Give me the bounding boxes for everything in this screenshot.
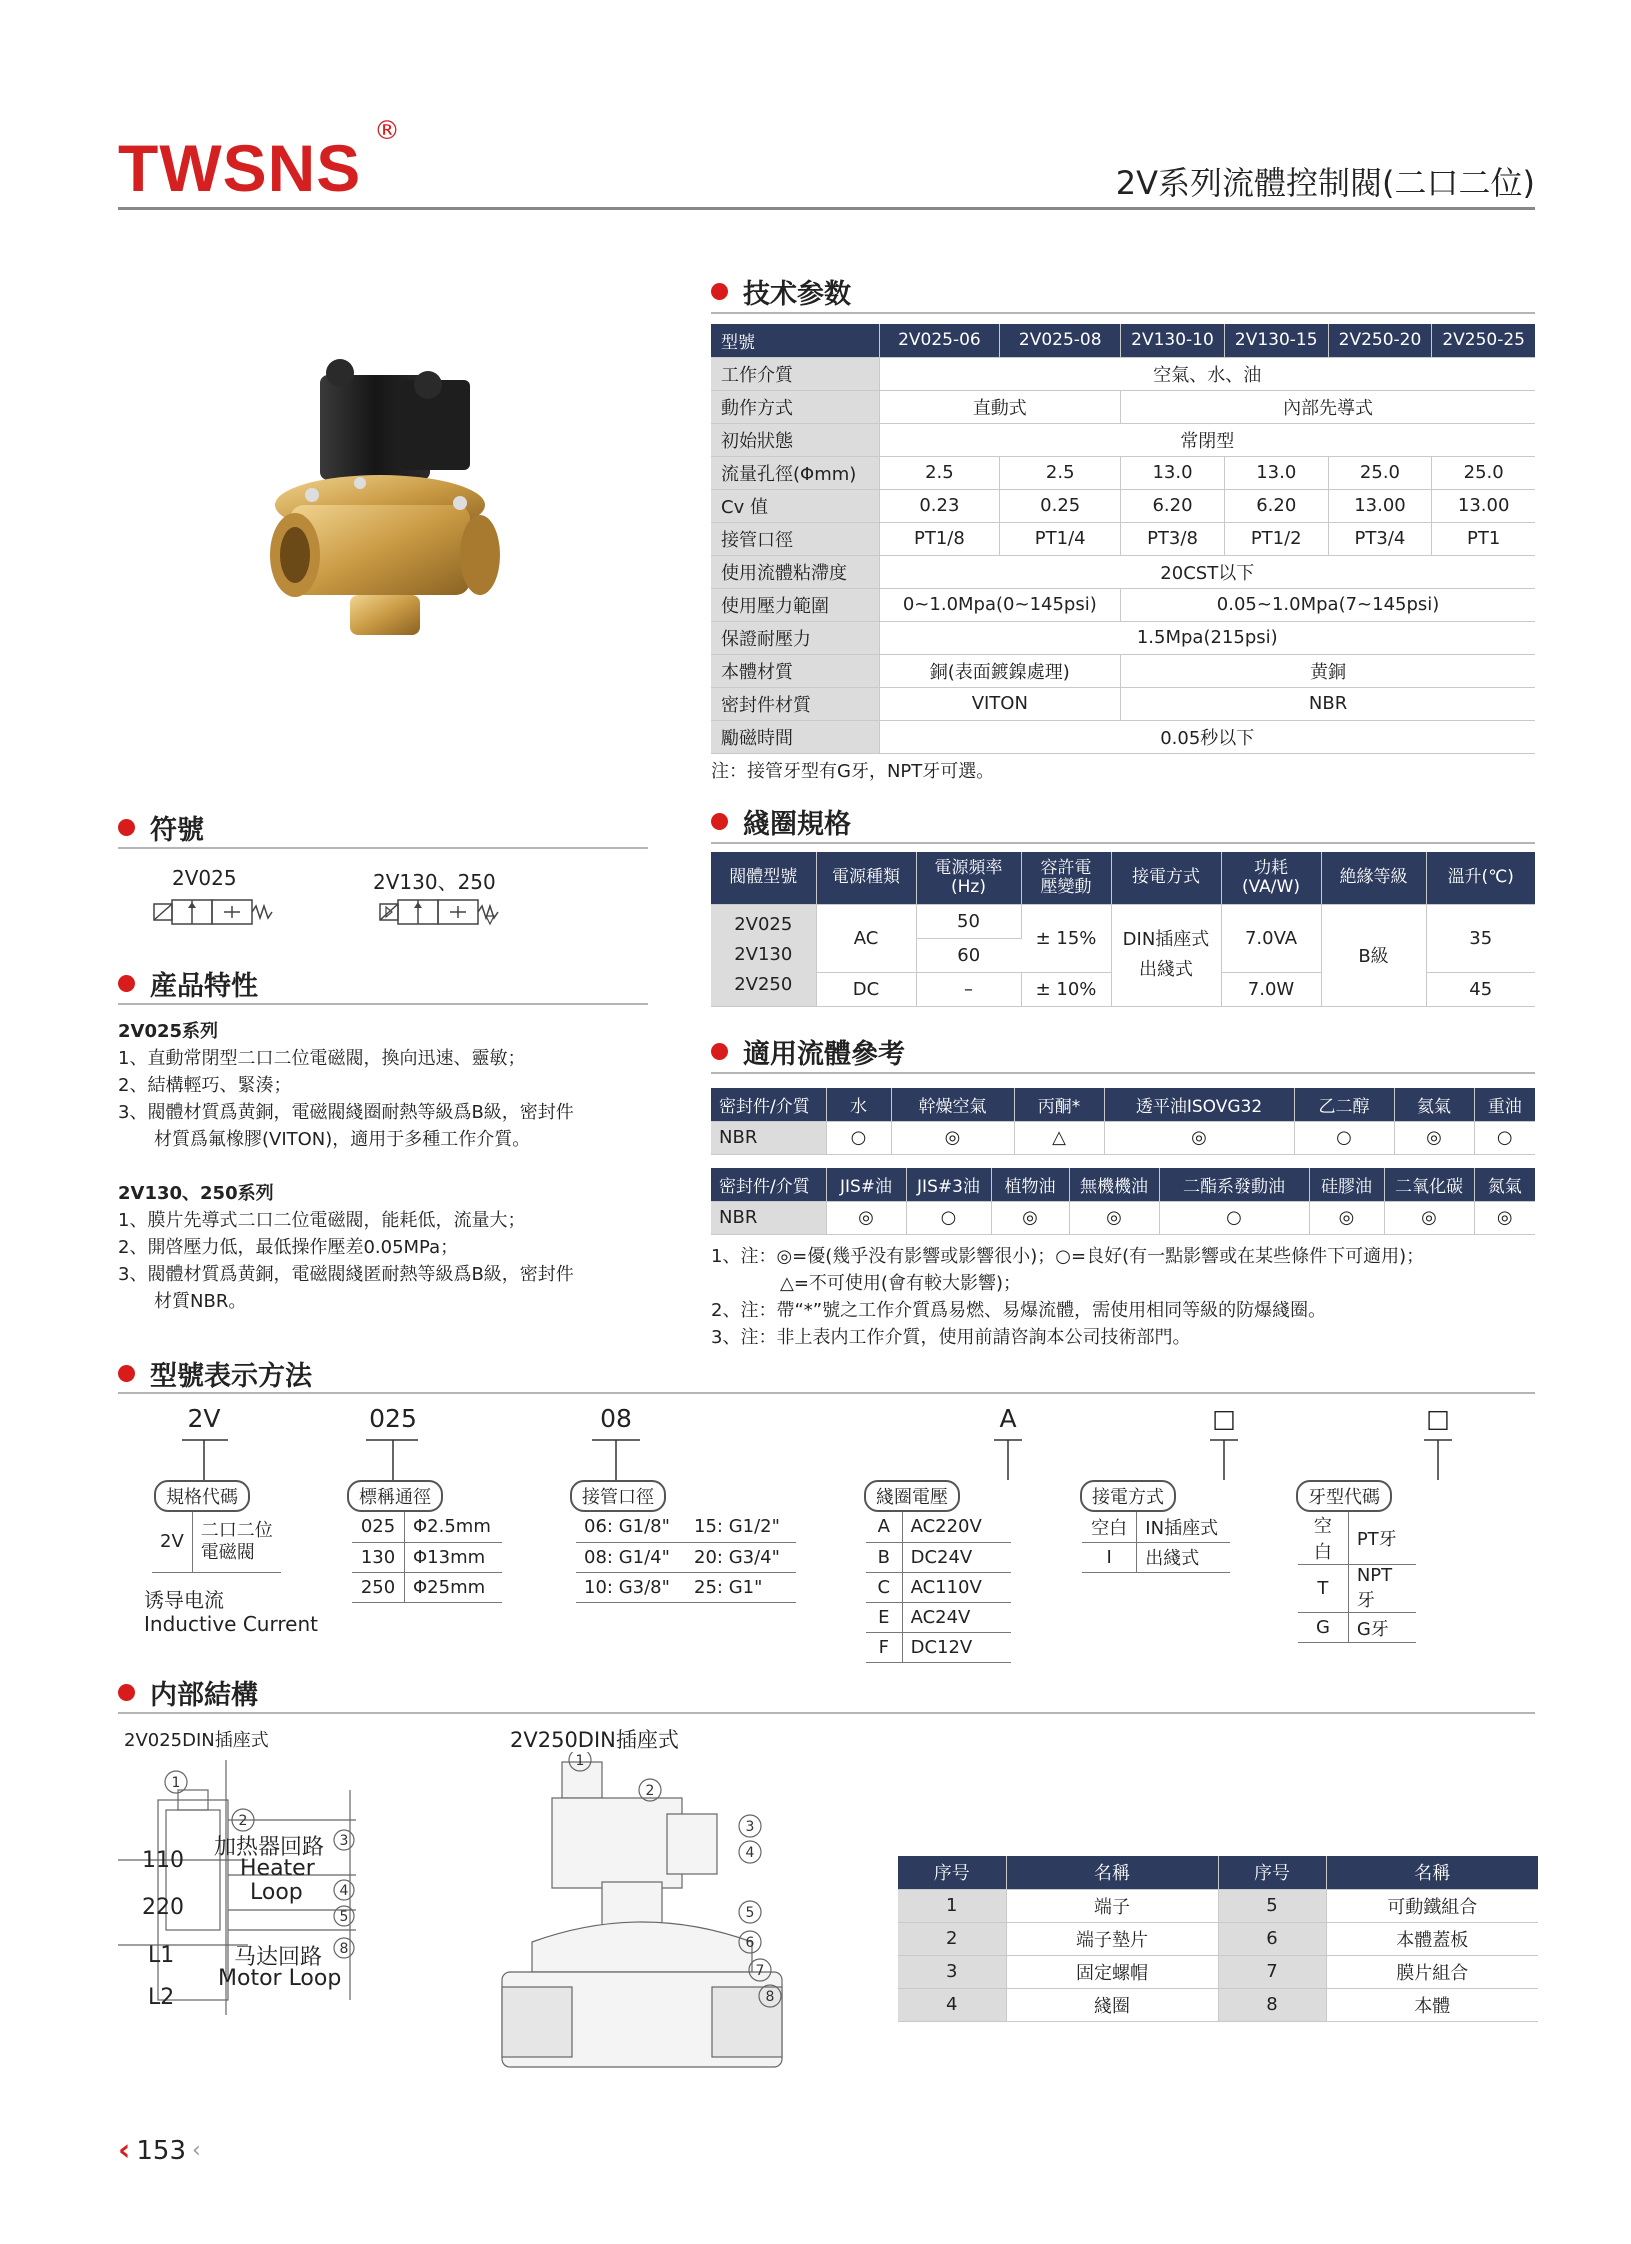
page-number-value: 153 [136,2135,187,2166]
table-row: 1 端子 5 可動鐵組合 [898,1889,1538,1922]
structure-label-2v250: 2V250DIN插座式 [510,1728,679,1752]
code-top-thread: □ [1426,1404,1450,1433]
wiring-l1: L1 [148,1943,175,1968]
pill-dn: 標稱通徑 [347,1480,443,1512]
coil-row-dc: DC – ± 10% 7.0W 45 [711,972,1535,1006]
motor-loop-en: Motor Loop [218,1966,342,1991]
spec-row-viscosity: 使用流體粘滯度 20CST以下 [711,555,1535,588]
callout-4: 4 [745,1845,755,1861]
symbol-heading: 符號 [118,808,204,847]
callout-3: 3 [339,1833,349,1849]
model-code-divider [118,1392,1535,1394]
callout-2: 2 [645,1783,655,1799]
features-2v025-title: 2V025系列 [118,1021,219,1042]
fluid-table-2 [711,1168,1535,1235]
feature-item: 2、結構輕巧、緊湊； [118,1075,292,1096]
spec-header-row: 型號 2V025-06 2V025-08 2V130-10 2V130-15 2V250-20 2V250-25 [711,324,1535,357]
heater-loop-en: Heater [240,1856,315,1881]
dn-table: 025 Φ2.5mm 130 Φ13mm 250 Φ25mm [352,1512,502,1603]
features-2v130-250 [118,1180,663,1315]
structure-diagram-2v250 [492,1752,792,2082]
code-top-port: 08 [600,1404,632,1433]
feature-item: 材質爲氟橡膠(VITON)，適用于多種工作介質。 [154,1129,531,1150]
valve-product-image [250,355,520,645]
fluid-notes [711,1243,1541,1351]
valve-symbol-2v130-250-icon [378,896,508,928]
callout-8: 8 [339,1941,349,1957]
bullet-dot-icon [711,283,728,300]
inductive-current-label [144,1588,318,1636]
page-title: 2V系列流體控制閥(二口二位) [1115,164,1535,202]
bullet-dot-icon [118,975,135,992]
features-2v025 [118,1018,663,1153]
symbol-label-2v025: 2V025 [172,866,237,890]
spec-row-orifice: 流量孔徑(Φmm) 2.5 2.5 13.0 13.0 25.0 25.0 [711,456,1535,489]
code-top-dn: 025 [369,1404,417,1433]
fluid-table-1 [711,1088,1535,1155]
spec-table [711,324,1535,754]
feature-item: 材質NBR。 [154,1291,247,1312]
bullet-dot-icon [711,1043,728,1060]
pill-thread: 牙型代碼 [1296,1480,1392,1512]
registered-mark: ® [374,116,400,146]
feature-item: 3、閥體材質爲黄銅，電磁閥綫圈耐熱等級爲B級，密封件 [118,1102,574,1123]
wiring-110: 110 [142,1848,184,1873]
pill-spec-code: 規格代碼 [154,1480,250,1512]
symbol-divider [118,847,648,849]
inductive-current-cn: 诱导电流 [144,1588,224,1612]
valve-symbol-2v025-icon [152,896,282,928]
motor-loop-cn: 马达回路 [234,1945,323,1970]
features-2v130-title: 2V130、250系列 [118,1183,274,1204]
pill-voltage: 綫圈電壓 [864,1480,960,1512]
port-table: 06: G1/8" 15: G1/2" 08: G1/4" 20: G3/4" 10: G3/8" 25: G1" [576,1512,796,1603]
heater-loop-en2: Loop [250,1880,303,1905]
fluid-note-3: 3、注：非上表内工作介質，使用前請咨詢本公司技術部門。 [711,1327,1191,1348]
table-row: 4 綫圈 8 本體 [898,1988,1538,2021]
voltage-table: A AC220V B DC24V C AC110V E AC24V F DC12V [866,1512,1011,1663]
spec-row-body: 本體材質 銅(表面鍍鎳處理) 黄銅 [711,654,1535,687]
thread-table: 空白 PT牙 T NPT牙 G G牙 [1298,1512,1416,1643]
feature-item: 1、膜片先導式二口二位電磁閥，能耗低，流量大； [118,1210,526,1231]
callout-7: 7 [755,1963,765,1979]
code-top-series: 2V [187,1404,221,1433]
callout-5: 5 [745,1905,755,1921]
feature-item: 1、直動常閉型二口二位電磁閥，換向迅速、靈敏； [118,1048,526,1069]
structure-label-2v025: 2V025DIN插座式 [124,1730,269,1751]
spec-row-response: 勵磁時間 0.05秒以下 [711,720,1535,753]
code-top-connect: □ [1212,1404,1236,1433]
callout-6: 6 [745,1935,755,1951]
spec-row-proof: 保證耐壓力 1.5Mpa(215psi) [711,621,1535,654]
spec-note: 注：接管牙型有G牙，NPT牙可選。 [711,761,995,782]
chevron-left-small-icon: ‹ [192,2138,201,2163]
spec-row-operation: 動作方式 直動式 內部先導式 [711,390,1535,423]
fluid-table-2-row: NBR ◎ ○ ◎ ◎ ○ ◎ ◎ ◎ [711,1201,1535,1234]
callout-3: 3 [745,1819,755,1835]
code-top-voltage: A [999,1404,1017,1433]
fluid-note-1: 1、注：◎=優(幾乎没有影響或影響很小)；○=良好(有一點影響或在某些條件下可適用)； [711,1246,1425,1267]
symbol-label-2v130-250: 2V130、250 [373,870,496,894]
fluid-table-2-header: 密封件/介質 JIS#油 JIS#3油 植物油 無機機油 二酯系發動油 硅膠油 二氧化碳 氮氣 [711,1168,1535,1201]
feature-item: 3、閥體材質爲黄銅，電磁閥綫匿耐熱等級爲B級，密封件 [118,1264,574,1285]
fluid-divider [711,1072,1535,1074]
fluid-note-2: 2、注：帶“*”號之工作介質爲易燃、易爆流體，需使用相同等級的防爆綫圈。 [711,1300,1327,1321]
chevron-left-icon: ‹ [118,2133,131,2168]
coil-header-row: 閥體型號 電源種類 電源頻率 (Hz) 容許電 壓變動 接電方式 功耗 (VA/W) 絶緣等級 溫升(℃) [711,852,1535,904]
parts-table [898,1856,1538,2022]
bullet-dot-icon [118,819,135,836]
model-code-heading: 型號表示方法 [118,1354,312,1393]
parts-header-row: 序号 名稱 序号 名稱 [898,1856,1538,1889]
callout-4: 4 [339,1883,349,1899]
heater-loop-cn: 加热器回路 [214,1835,325,1860]
table-row: 2 端子墊片 6 本體蓋板 [898,1922,1538,1955]
spec-row-seal: 密封件材質 VITON NBR [711,687,1535,720]
fluid-heading: 適用流體參考 [711,1032,905,1071]
fluid-table-1-row: NBR ○ ◎ △ ◎ ○ ◎ ○ [711,1121,1535,1154]
features-divider [118,1003,648,1005]
fluid-table-1-header: 密封件/介質 水 幹燥空氣 丙酮* 透平油ISOVG32 乙二醇 氦氣 重油 [711,1088,1535,1121]
pill-port: 接管口徑 [570,1480,666,1512]
fluid-note-1b: △=不可使用(會有較大影響)； [780,1273,1021,1294]
structure-divider [118,1712,1535,1714]
table-row: 3 固定螺帽 7 膜片組合 [898,1955,1538,1988]
brand-logo: TWSNS [118,131,362,205]
bullet-dot-icon [118,1365,135,1382]
callout-1: 1 [171,1775,181,1791]
spec-code-table: 2V 二口二位 電磁閥 [152,1512,281,1573]
coil-row-ac2: 60 [711,938,1535,972]
wiring-220: 220 [142,1895,184,1920]
connect-table: 空白 IN插座式 I 出綫式 [1082,1512,1230,1573]
spec-row-initial: 初始狀態 常閉型 [711,423,1535,456]
coil-row-ac1: 2V025 2V130 2V250 AC 50 ± 15% DIN插座式 出綫式 7.0VA B級 35 [711,904,1535,938]
callout-5: 5 [339,1909,349,1925]
coil-table [711,852,1535,1007]
page-number [118,2133,201,2168]
wiring-l2: L2 [148,1985,175,2010]
coil-divider [711,842,1535,844]
callout-1: 1 [575,1753,585,1769]
feature-item: 2、開啓壓力低，最低操作壓差0.05MPa； [118,1237,459,1258]
callout-2: 2 [238,1813,248,1829]
header-divider [118,207,1535,210]
spec-row-port: 接管口徑 PT1/8 PT1/4 PT3/8 PT1/2 PT3/4 PT1 [711,522,1535,555]
spec-heading: 技术参数 [711,272,851,311]
spec-row-cv: Cv 值 0.23 0.25 6.20 6.20 13.00 13.00 [711,489,1535,522]
pill-connect: 接電方式 [1080,1480,1176,1512]
spec-divider [711,312,1535,314]
bullet-dot-icon [711,813,728,830]
spec-row-pressure: 使用壓力範圍 0~1.0Mpa(0~145psi) 0.05~1.0Mpa(7~145psi) [711,588,1535,621]
bullet-dot-icon [118,1684,135,1701]
spec-row-medium: 工作介質 空氣、水、油 [711,357,1535,390]
coil-heading: 綫圈規格 [711,802,851,841]
callout-8: 8 [765,1989,775,2005]
features-heading: 産品特性 [118,964,258,1003]
structure-heading: 内部結構 [118,1673,258,1712]
inductive-current-en: Inductive Current [144,1612,318,1636]
